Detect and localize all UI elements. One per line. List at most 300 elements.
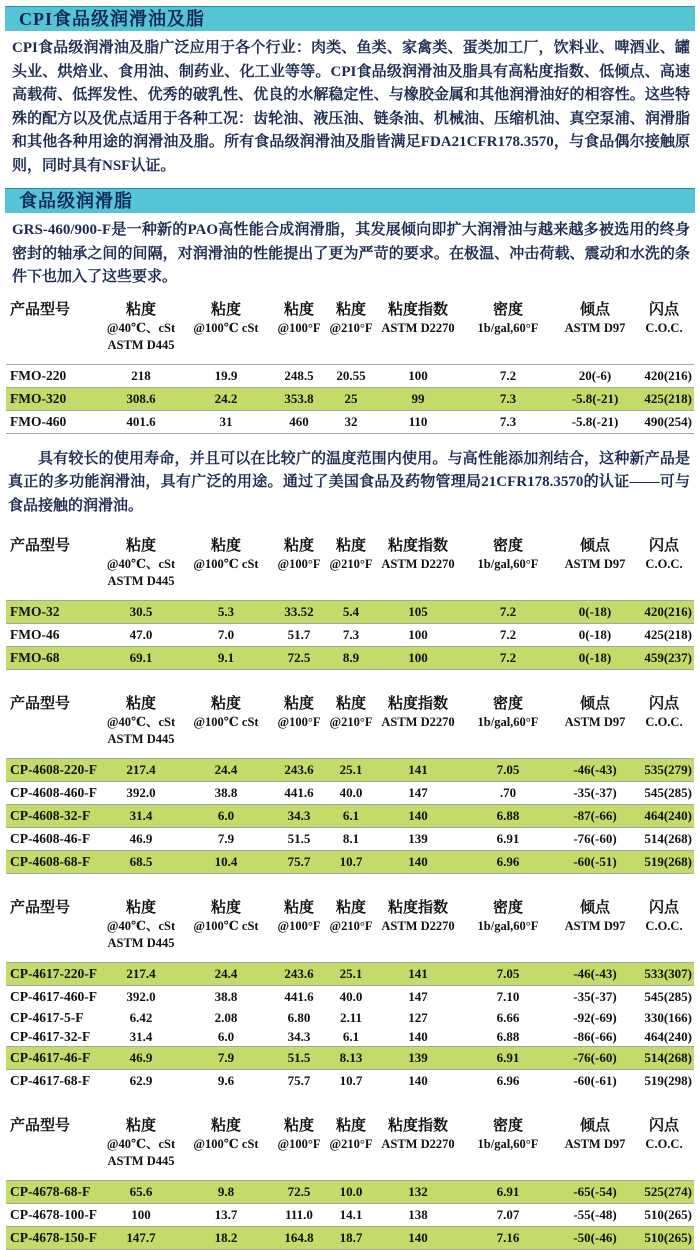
column-header	[460, 292, 556, 365]
section-header-grease	[5, 188, 695, 213]
table-cell: 6.96	[460, 1070, 556, 1093]
column-title: 粘度	[125, 900, 156, 916]
table-cell: -60(-61)	[556, 1070, 634, 1093]
column-title: 粘度指数	[387, 696, 448, 712]
column-header	[102, 528, 180, 601]
table-cell: 464(240)	[644, 1028, 692, 1044]
column-title: 产品型号	[10, 696, 71, 712]
product-model-cell: CP-4678-100-F	[6, 1204, 102, 1227]
product-model-cell: CP-4608-460-F	[6, 782, 102, 805]
product-model-cell: CP-4617-220-F	[6, 963, 102, 986]
column-title: 密度	[492, 301, 523, 318]
grease-section-title: 食品级润滑脂	[19, 191, 133, 211]
table-cell: 535(279)	[634, 759, 694, 782]
table-cell: 141	[376, 759, 460, 782]
column-title: 产品型号	[10, 538, 71, 554]
column-title: 闪点	[648, 538, 679, 554]
column-subtitle: C.O.C.	[645, 320, 683, 335]
table-row	[6, 624, 694, 647]
product-table	[6, 292, 694, 434]
column-subtitle: 1b/gal,60°F	[477, 1137, 539, 1151]
column-subtitle: @100°F	[277, 1137, 321, 1151]
column-subtitle: @210°F	[329, 919, 373, 933]
column-subtitle: 1b/gal,60°F	[477, 715, 539, 729]
table-cell: 20(-6)	[556, 364, 634, 387]
table-cell: 7.3	[460, 387, 556, 410]
table-cell: 545(285)	[634, 782, 694, 805]
column-title: 粘度	[210, 696, 241, 712]
table-cell: 139	[376, 828, 460, 851]
column-header	[326, 686, 376, 759]
product-model-cell: CP-4608-220-F	[6, 759, 102, 782]
table-cell: 464(240)	[634, 805, 694, 828]
table-cell: -46(-43)	[556, 759, 634, 782]
intro-paragraph: CPI食品级润滑油及脂广泛应用于各个行业：肉类、鱼类、家禽类、蛋类加工厂，饮料业、啤酒业、罐头业、烘焙业、食用油、制药业、化工业等等。CPI食品级润滑油及脂具有高粘度指数、低倾点、高速高载荷、低挥发性、优秀的破乳性、优良的水解稳定性、与橡胶金属和其他润滑油好的相容性。这些特殊的配方以及优点适用于各种工况：齿轮油、液压油、链条油、机械油、压缩机油、真空泵浦、润滑脂和其他各种用途的润滑油及脂。所有食品级润滑油及脂皆满足FDA21CFR178.3570，与食品偶尔接触原则，同时具有NSF认证。	[12, 40, 690, 174]
table-cell: 46.9	[102, 1047, 180, 1070]
column-subtitle: ASTM D97	[564, 715, 626, 729]
column-subtitle: @100℃ cSt	[193, 919, 259, 933]
section-header-main	[5, 6, 695, 31]
table-cell: 0(-18)	[556, 601, 634, 624]
table-header-row	[6, 890, 694, 963]
table-cell: 99	[376, 387, 460, 410]
column-header	[272, 686, 326, 759]
table-header-row	[6, 292, 694, 365]
table-cell: 140	[376, 851, 460, 874]
table-row	[6, 647, 694, 670]
table-cell: 425(218)	[634, 387, 694, 410]
table-cell: 7.07	[460, 1204, 556, 1227]
table-cell: -35(-37)	[556, 782, 634, 805]
column-title: 粘度指数	[387, 301, 448, 318]
column-title: 密度	[492, 696, 523, 712]
table-cell: 38.8	[180, 782, 272, 805]
table-cell: 7.05	[460, 759, 556, 782]
table-cell: 100	[376, 624, 460, 647]
column-subtitle: ASTM D2270	[381, 1137, 455, 1151]
column-header	[272, 1108, 326, 1181]
product-table	[6, 890, 694, 1092]
table-cell: 75.7	[272, 1070, 326, 1093]
column-title: 粘度	[210, 1118, 241, 1134]
table-row	[6, 1008, 694, 1027]
table-cell: 105	[376, 601, 460, 624]
table-cell: 510(265)	[634, 1227, 694, 1250]
table-cell: 308.6	[102, 387, 180, 410]
product-model-cell: CP-4617-46-F	[6, 1047, 102, 1070]
column-title: 粘度指数	[387, 1118, 448, 1134]
table-cell: 9.1	[180, 647, 272, 670]
product-model-cell: FMO-460	[6, 410, 102, 433]
table-cell: 5.3	[180, 601, 272, 624]
column-subtitle: 1b/gal,60°F	[477, 320, 539, 335]
column-header	[102, 1108, 180, 1181]
column-title: 粘度	[125, 301, 156, 318]
column-title: 粘度	[283, 900, 314, 916]
column-header	[376, 292, 460, 365]
table-cell: 47.0	[102, 624, 180, 647]
table-cell: 40.0	[326, 782, 376, 805]
column-header	[326, 1108, 376, 1181]
column-subtitle: ASTM D2270	[381, 715, 455, 729]
column-subtitle: 1b/gal,60°F	[477, 919, 539, 933]
product-model-cell: FMO-32	[6, 601, 102, 624]
table-cell: -55(-48)	[556, 1204, 634, 1227]
table-cell: 20.55	[326, 364, 376, 387]
table-cell: 514(268)	[634, 828, 694, 851]
product-table	[6, 528, 694, 670]
product-model-cell: FMO-68	[6, 647, 102, 670]
table-cell: -76(-60)	[556, 828, 634, 851]
product-model-cell: CP-4617-68-F	[6, 1070, 102, 1093]
column-subtitle: ASTM D97	[564, 919, 626, 933]
column-subtitle: @100℃ cSt	[193, 715, 259, 729]
table-cell: 7.3	[326, 624, 376, 647]
table-cell: 69.1	[102, 647, 180, 670]
product-model-cell: CP-4608-68-F	[6, 851, 102, 874]
product-model-cell: CP-4608-32-F	[6, 805, 102, 828]
table-cell: 140	[408, 1028, 428, 1044]
table-cell: 33.52	[272, 601, 326, 624]
table-cell: 164.8	[272, 1227, 326, 1250]
table-row	[6, 759, 694, 782]
column-title: 密度	[492, 900, 523, 916]
table-cell: 392.0	[102, 986, 180, 1009]
column-title: 粘度	[210, 900, 241, 916]
column-header	[634, 292, 694, 365]
table-cell: 10.7	[326, 1070, 376, 1093]
table-row	[6, 601, 694, 624]
table-cell: 138	[376, 1204, 460, 1227]
column-subtitle: @100℃ cSt	[193, 320, 259, 335]
main-section-title: CPI食品级润滑油及脂	[19, 9, 205, 29]
column-header	[6, 528, 102, 601]
table-cell: 243.6	[272, 759, 326, 782]
table-cell: 62.9	[102, 1070, 180, 1093]
column-header	[272, 292, 326, 365]
column-title: 密度	[492, 1118, 523, 1134]
column-subtitle: ASTM D445	[107, 936, 175, 950]
column-title: 粘度	[283, 301, 314, 318]
column-header	[460, 1108, 556, 1181]
table-cell: -76(-60)	[556, 1047, 634, 1070]
table-cell: 519(268)	[634, 851, 694, 874]
table-cell: 7.05	[460, 963, 556, 986]
product-table	[6, 686, 694, 874]
column-subtitle: @100°F	[277, 715, 321, 729]
product-table-cp4678	[6, 1108, 694, 1250]
table-cell: 141	[376, 963, 460, 986]
product-model-cell: CP-4678-150-F	[6, 1227, 102, 1250]
table-cell: 65.6	[102, 1181, 180, 1204]
column-title: 闪点	[648, 900, 679, 916]
table-cell: 545(285)	[634, 986, 694, 1009]
table-header-row	[6, 528, 694, 601]
table-cell: 100	[376, 364, 460, 387]
column-title: 倾点	[579, 301, 610, 318]
column-header	[556, 292, 634, 365]
grease-paragraph: GRS-460/900-F是一种新的PAO高性能合成润滑脂，其发展倾向即扩大润滑油与越来越多被选用的终身密封的轴承之间的间隔，对润滑油的性能提出了更为严苛的要求。在极温、冲击荷载、震动和水洗的条件下也加入了这些要求。	[12, 222, 690, 285]
table-cell: 490(254)	[634, 410, 694, 433]
product-model-cell: CP-4617-460-F	[6, 986, 102, 1009]
column-subtitle: ASTM D97	[564, 557, 626, 571]
column-subtitle: @210°F	[329, 320, 373, 335]
column-header	[634, 890, 694, 963]
table-cell: 10.0	[326, 1181, 376, 1204]
table-cell: 7.9	[180, 1047, 272, 1070]
table-cell: 8.9	[326, 647, 376, 670]
column-title: 密度	[492, 538, 523, 554]
table-cell: 14.1	[326, 1204, 376, 1227]
column-header	[556, 1108, 634, 1181]
product-table	[6, 1108, 694, 1250]
column-subtitle: @100°F	[277, 557, 321, 571]
column-header	[6, 1108, 102, 1181]
column-subtitle: @40℃、cSt	[106, 1137, 176, 1151]
table-cell: 10.4	[180, 851, 272, 874]
column-header	[102, 686, 180, 759]
table-row	[6, 963, 694, 986]
table-cell: 6.88	[460, 805, 556, 828]
column-subtitle: @210°F	[329, 1137, 373, 1151]
table-cell: -87(-66)	[556, 805, 634, 828]
table-cell: 10.7	[326, 851, 376, 874]
table-cell: 34.3	[272, 805, 326, 828]
table-cell: 24.4	[180, 963, 272, 986]
table-row	[6, 387, 694, 410]
table-cell: 7.16	[460, 1227, 556, 1250]
table-cell: 75.7	[272, 851, 326, 874]
table-cell: 6.42	[129, 1009, 153, 1025]
column-header	[272, 890, 326, 963]
table-cell: 147.7	[102, 1227, 180, 1250]
table-cell: 139	[376, 1047, 460, 1070]
column-header	[556, 890, 634, 963]
table-cell: 51.7	[272, 624, 326, 647]
table-cell: 459(237)	[634, 647, 694, 670]
table-cell: 31	[180, 410, 272, 433]
table-cell: 24.4	[180, 759, 272, 782]
column-title: 倾点	[579, 900, 610, 916]
table-cell: 100	[376, 647, 460, 670]
table-cell: 6.1	[342, 1028, 360, 1044]
table-cell: -46(-43)	[556, 963, 634, 986]
column-header	[460, 528, 556, 601]
column-title: 产品型号	[10, 1118, 71, 1134]
column-subtitle: ASTM D2270	[381, 919, 455, 933]
table-cell: 330(166)	[644, 1009, 692, 1025]
column-title: 闪点	[648, 1118, 679, 1134]
product-table-cp4617	[6, 890, 694, 1092]
table-cell: 147	[376, 782, 460, 805]
column-title: 粘度	[125, 538, 156, 554]
table-cell: -60(-51)	[556, 851, 634, 874]
table-row	[6, 1227, 694, 1250]
table-cell: 6.91	[460, 828, 556, 851]
column-subtitle: C.O.C.	[645, 557, 683, 571]
product-model-cell: CP-4608-46-F	[6, 828, 102, 851]
column-subtitle: @100°F	[277, 320, 321, 335]
table-cell: 8.13	[326, 1047, 376, 1070]
column-header	[376, 686, 460, 759]
column-subtitle: ASTM D445	[107, 732, 175, 746]
table-cell: 9.8	[180, 1181, 272, 1204]
table-cell: 30.5	[102, 601, 180, 624]
column-title: 倾点	[579, 538, 610, 554]
column-header	[180, 292, 272, 365]
product-model-cell: CP-4617-32-F	[10, 1028, 91, 1044]
table-row	[6, 805, 694, 828]
column-subtitle: @40℃、cSt	[106, 320, 176, 335]
column-header	[6, 292, 102, 365]
table-cell: 7.0	[180, 624, 272, 647]
table-cell: 248.5	[272, 364, 326, 387]
table-row	[6, 410, 694, 433]
table-cell: 18.2	[180, 1227, 272, 1250]
table-cell: 510(265)	[634, 1204, 694, 1227]
table-row	[6, 1181, 694, 1204]
table-cell: 525(274)	[634, 1181, 694, 1204]
column-subtitle: ASTM D445	[107, 574, 175, 588]
table-cell: 2.11	[339, 1009, 363, 1025]
table-row	[6, 782, 694, 805]
column-title: 粘度指数	[387, 538, 448, 554]
column-title: 粘度	[125, 1118, 156, 1134]
table-cell: 6.91	[460, 1047, 556, 1070]
column-header	[460, 686, 556, 759]
table-cell: 420(216)	[634, 601, 694, 624]
table-header-row	[6, 686, 694, 759]
table-row	[6, 1047, 694, 1070]
column-title: 倾点	[579, 1118, 610, 1134]
table-cell: 6.96	[460, 851, 556, 874]
column-header	[180, 1108, 272, 1181]
table-cell: 51.5	[272, 828, 326, 851]
column-subtitle: @40℃、cSt	[106, 919, 176, 933]
table-cell: 140	[376, 805, 460, 828]
table-cell: 217.4	[102, 759, 180, 782]
table-cell: 7.2	[460, 364, 556, 387]
column-subtitle: @100℃ cSt	[193, 1137, 259, 1151]
table-cell: 2.08	[214, 1009, 238, 1025]
table-cell: 127	[408, 1009, 428, 1025]
table-cell: 19.9	[180, 364, 272, 387]
column-title: 倾点	[579, 696, 610, 712]
table-cell: 7.10	[460, 986, 556, 1009]
product-table-cp4608	[6, 686, 694, 874]
table-cell: 6.91	[460, 1181, 556, 1204]
column-title: 粘度	[335, 696, 366, 712]
table-cell: 25.1	[326, 759, 376, 782]
table-cell: 0(-18)	[556, 624, 634, 647]
table-cell: 353.8	[272, 387, 326, 410]
table-cell: 6.66	[496, 1009, 520, 1025]
column-subtitle: ASTM D2270	[381, 557, 455, 571]
table-cell: -35(-37)	[556, 986, 634, 1009]
column-header	[6, 890, 102, 963]
table-cell: 13.7	[180, 1204, 272, 1227]
column-title: 粘度	[335, 301, 366, 318]
table-cell: 6.88	[496, 1028, 520, 1044]
column-subtitle: @100°F	[277, 919, 321, 933]
table-cell: 100	[102, 1204, 180, 1227]
table-cell: 243.6	[272, 963, 326, 986]
table-cell: 533(307)	[634, 963, 694, 986]
table-cell: -5.8(-21)	[556, 410, 634, 433]
column-title: 粘度	[283, 696, 314, 712]
table-cell: -86(-66)	[573, 1028, 617, 1044]
table-cell: 132	[376, 1181, 460, 1204]
table-cell: -65(-54)	[556, 1181, 634, 1204]
table-cell: 6.80	[287, 1009, 311, 1025]
table-cell: 25.1	[326, 963, 376, 986]
table-cell: 40.0	[326, 986, 376, 1009]
table-cell: 441.6	[272, 782, 326, 805]
table-cell: 6.1	[326, 805, 376, 828]
column-subtitle: @40℃、cSt	[106, 715, 176, 729]
column-header	[326, 528, 376, 601]
column-subtitle: ASTM D97	[564, 320, 626, 335]
column-header	[6, 686, 102, 759]
table-cell: 38.8	[180, 986, 272, 1009]
mid-paragraph: 具有较长的使用寿命，并且可以在比较广的温度范围内使用。与高性能添加剂结合，这种新产品是真正的多功能润滑油，具有广泛的用途。通过了美国食品及药物管理局21CFR178.3570的认证——可与食品接触的润滑油。	[8, 450, 690, 514]
table-cell: 72.5	[272, 647, 326, 670]
table-cell: 514(268)	[634, 1047, 694, 1070]
table-row	[6, 364, 694, 387]
column-subtitle: C.O.C.	[645, 1137, 683, 1151]
column-subtitle: ASTM D2270	[381, 320, 455, 335]
column-title: 粘度	[283, 1118, 314, 1134]
table-cell: 5.4	[326, 601, 376, 624]
column-header	[376, 528, 460, 601]
column-title: 粘度指数	[387, 900, 448, 916]
table-cell: 519(298)	[634, 1070, 694, 1093]
table-cell: 7.9	[180, 828, 272, 851]
table-row	[6, 986, 694, 1009]
table-cell: 425(218)	[634, 624, 694, 647]
table-row	[6, 1204, 694, 1227]
table-cell: 34.3	[287, 1028, 311, 1044]
column-title: 产品型号	[10, 900, 71, 916]
column-header	[556, 528, 634, 601]
table-cell: 51.5	[272, 1047, 326, 1070]
table-cell: 441.6	[272, 986, 326, 1009]
column-header	[102, 890, 180, 963]
table-cell: 140	[376, 1070, 460, 1093]
table-cell: 217.4	[102, 963, 180, 986]
table-row	[6, 851, 694, 874]
table-header-row	[6, 1108, 694, 1181]
table-cell: 18.7	[326, 1227, 376, 1250]
table-cell: 46.9	[102, 828, 180, 851]
column-header	[634, 1108, 694, 1181]
table-cell: 401.6	[102, 410, 180, 433]
column-title: 粘度	[210, 538, 241, 554]
product-model-cell: FMO-220	[6, 364, 102, 387]
column-header	[180, 890, 272, 963]
table-cell: 0(-18)	[556, 647, 634, 670]
column-header	[634, 528, 694, 601]
product-table-fmo-light	[6, 528, 694, 670]
column-header	[634, 686, 694, 759]
column-title: 粘度	[125, 696, 156, 712]
column-header	[556, 686, 634, 759]
table-cell: -92(-69)	[573, 1009, 617, 1025]
table-cell: 218	[102, 364, 180, 387]
column-subtitle: @210°F	[329, 557, 373, 571]
product-model-cell: CP-4678-68-F	[6, 1181, 102, 1204]
product-model-cell: FMO-320	[6, 387, 102, 410]
